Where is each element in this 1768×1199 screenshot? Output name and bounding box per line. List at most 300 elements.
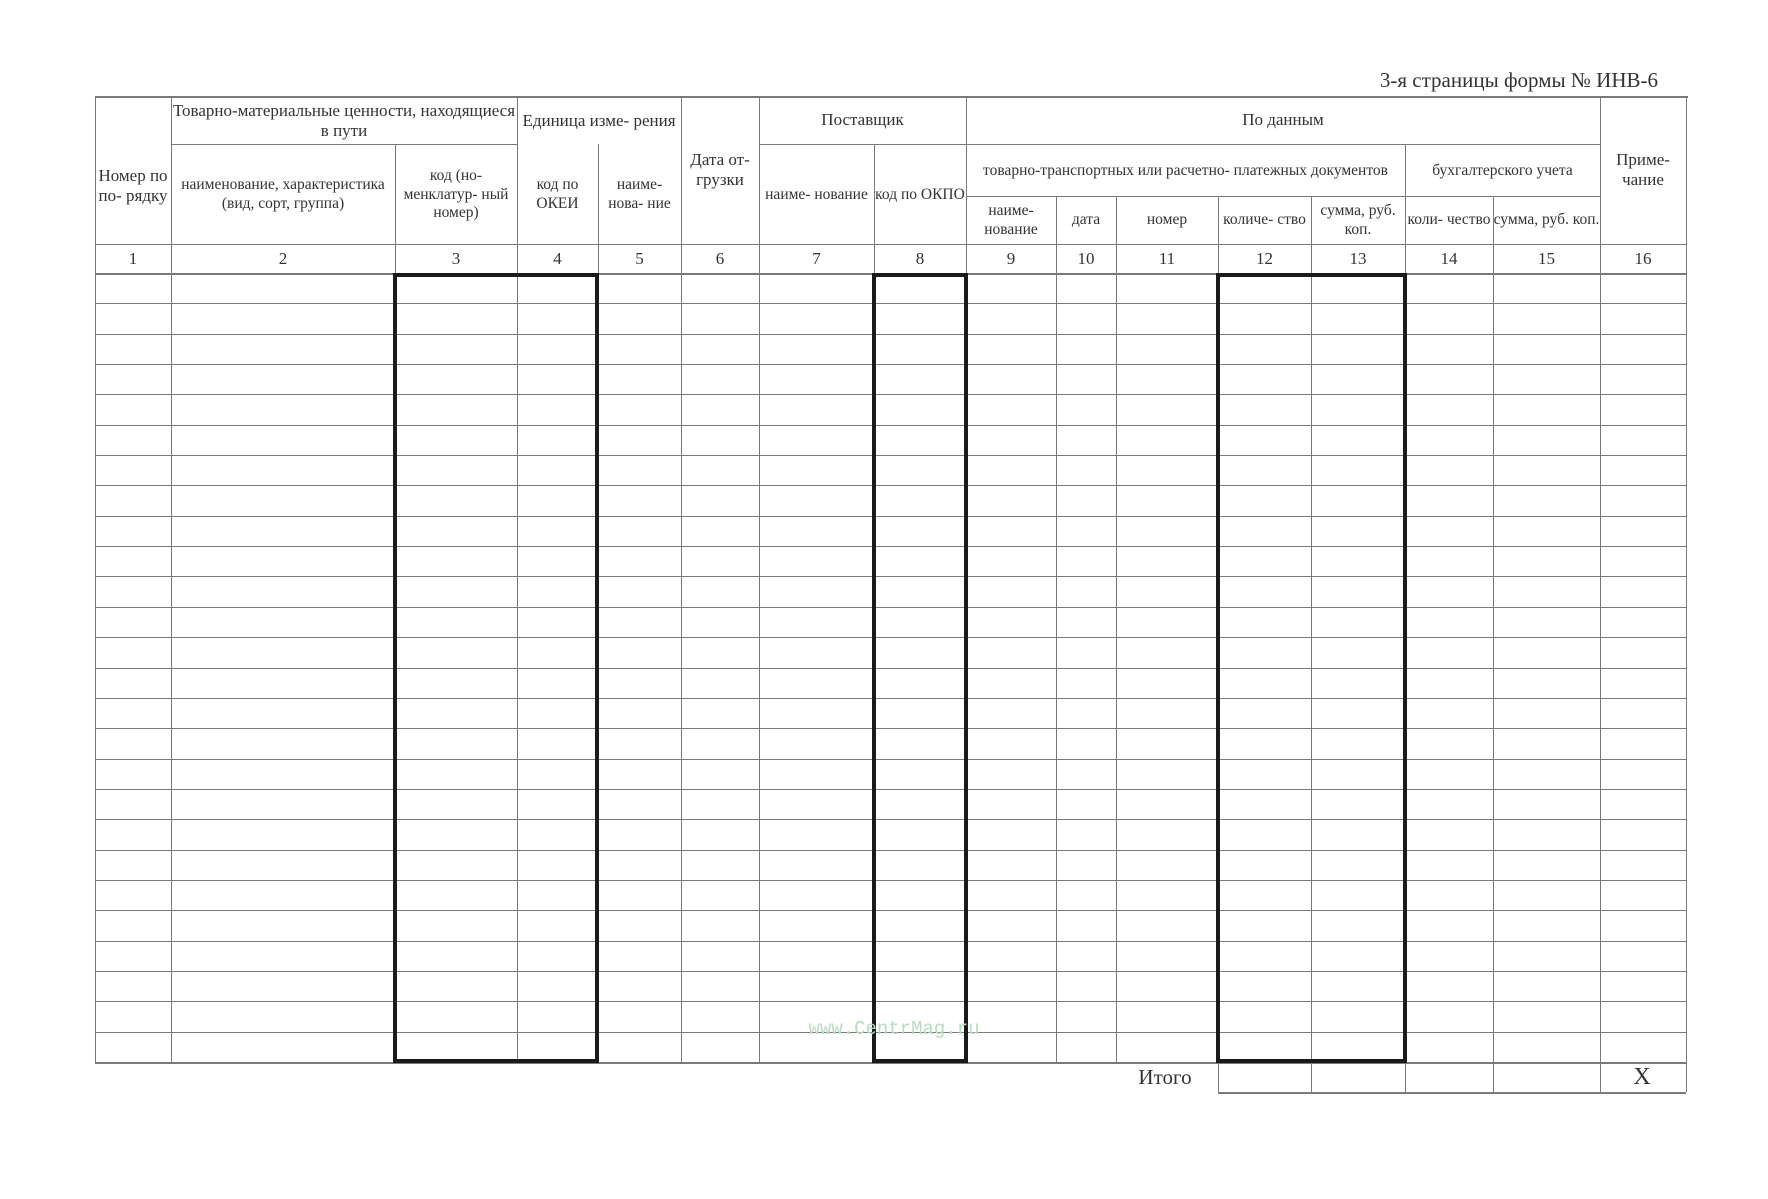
table-cell-col-9[interactable] [966,425,1056,455]
table-cell-col-1[interactable] [95,819,171,849]
table-cell-col-11[interactable] [1116,303,1218,333]
table-cell-col-5[interactable] [598,789,681,819]
table-cell-col-10[interactable] [1056,425,1116,455]
table-cell-col-5[interactable] [598,941,681,971]
table-cell-col-7[interactable] [759,425,874,455]
table-cell-col-11[interactable] [1116,971,1218,1001]
table-cell-col-6[interactable] [681,1001,759,1031]
table-cell-col-2[interactable] [171,789,395,819]
table-cell-col-10[interactable] [1056,334,1116,364]
table-cell-col-14[interactable] [1405,455,1493,485]
table-cell-col-5[interactable] [598,637,681,667]
highlight-block-cols-3-4 [393,273,599,1063]
table-cell-col-7[interactable] [759,759,874,789]
table-cell-col-15[interactable] [1493,455,1600,485]
table-cell-col-1[interactable] [95,850,171,880]
table-cell-col-1[interactable] [95,637,171,667]
table-cell-col-1[interactable] [95,334,171,364]
highlight-block-col-8 [872,273,968,1063]
table-cell-col-15[interactable] [1493,273,1600,303]
table-cell-col-6[interactable] [681,759,759,789]
table-cell-col-7[interactable] [759,546,874,576]
table-cell-col-1[interactable] [95,759,171,789]
table-cell-col-1[interactable] [95,546,171,576]
table-cell-col-14[interactable] [1405,668,1493,698]
table-cell-col-16[interactable] [1600,485,1686,515]
table-cell-col-16[interactable] [1600,698,1686,728]
table-cell-col-11[interactable] [1116,789,1218,819]
table-cell-col-16[interactable] [1600,728,1686,758]
table-cell-col-9[interactable] [966,303,1056,333]
table-cell-col-16[interactable] [1600,637,1686,667]
table-cell-col-9[interactable] [966,334,1056,364]
table-cell-col-2[interactable] [171,728,395,758]
table-cell-col-10[interactable] [1056,576,1116,606]
table-cell-col-14[interactable] [1405,698,1493,728]
table-cell-col-5[interactable] [598,273,681,303]
table-cell-col-15[interactable] [1493,303,1600,333]
table-cell-col-2[interactable] [171,455,395,485]
table-cell-col-7[interactable] [759,334,874,364]
table-cell-col-1[interactable] [95,394,171,424]
table-cell-col-7[interactable] [759,819,874,849]
table-cell-col-14[interactable] [1405,789,1493,819]
table-cell-col-1[interactable] [95,576,171,606]
table-cell-col-14[interactable] [1405,546,1493,576]
table-cell-col-16[interactable] [1600,1032,1686,1062]
table-cell-col-1[interactable] [95,364,171,394]
table-cell-col-15[interactable] [1493,880,1600,910]
table-cell-col-14[interactable] [1405,425,1493,455]
table-cell-col-5[interactable] [598,819,681,849]
table-cell-col-1[interactable] [95,941,171,971]
table-cell-col-6[interactable] [681,728,759,758]
table-cell-col-10[interactable] [1056,637,1116,667]
table-cell-col-2[interactable] [171,668,395,698]
header-according-to-data: По данным [1242,109,1324,129]
table-cell-col-6[interactable] [681,546,759,576]
table-cell-col-2[interactable] [171,364,395,394]
table-cell-col-5[interactable] [598,971,681,1001]
table-cell-col-16[interactable] [1600,850,1686,880]
table-cell-col-11[interactable] [1116,941,1218,971]
column-number-3: 3 [451,248,461,268]
table-cell-col-16[interactable] [1600,910,1686,940]
table-cell-col-2[interactable] [171,880,395,910]
table-cell-col-15[interactable] [1493,941,1600,971]
table-cell-col-16[interactable] [1600,303,1686,333]
table-cell-col-1[interactable] [95,303,171,333]
table-cell-col-1[interactable] [95,1032,171,1062]
table-cell-col-16[interactable] [1600,394,1686,424]
table-cell-col-14[interactable] [1405,819,1493,849]
table-cell-col-10[interactable] [1056,455,1116,485]
column-number-2: 2 [278,248,288,268]
table-cell-col-1[interactable] [95,425,171,455]
table-cell-col-14[interactable] [1405,637,1493,667]
table-cell-col-6[interactable] [681,789,759,819]
table-cell-col-6[interactable] [681,668,759,698]
table-cell-col-10[interactable] [1056,910,1116,940]
total-sum-acct-cell[interactable] [1493,1062,1600,1092]
table-cell-col-16[interactable] [1600,364,1686,394]
table-cell-col-6[interactable] [681,334,759,364]
table-cell-col-10[interactable] [1056,880,1116,910]
table-cell-col-11[interactable] [1116,637,1218,667]
table-cell-col-15[interactable] [1493,1001,1600,1031]
table-cell-col-15[interactable] [1493,728,1600,758]
table-cell-col-9[interactable] [966,850,1056,880]
table-cell-col-14[interactable] [1405,394,1493,424]
table-cell-col-9[interactable] [966,455,1056,485]
table-cell-col-5[interactable] [598,455,681,485]
table-cell-col-14[interactable] [1405,971,1493,1001]
table-cell-col-6[interactable] [681,910,759,940]
table-cell-col-11[interactable] [1116,1001,1218,1031]
table-cell-col-11[interactable] [1116,880,1218,910]
table-cell-col-9[interactable] [966,546,1056,576]
table-cell-col-6[interactable] [681,394,759,424]
table-cell-col-7[interactable] [759,273,874,303]
header-acct-quantity: коли- чество [1407,211,1491,229]
table-cell-col-5[interactable] [598,1032,681,1062]
table-cell-col-5[interactable] [598,850,681,880]
table-cell-col-14[interactable] [1405,485,1493,515]
table-cell-col-11[interactable] [1116,910,1218,940]
table-cell-col-5[interactable] [598,607,681,637]
table-cell-col-16[interactable] [1600,576,1686,606]
table-cell-col-2[interactable] [171,516,395,546]
table-cell-col-15[interactable] [1493,698,1600,728]
table-cell-col-5[interactable] [598,1001,681,1031]
table-cell-col-2[interactable] [171,698,395,728]
table-cell-col-9[interactable] [966,364,1056,394]
table-cell-col-5[interactable] [598,516,681,546]
table-cell-col-5[interactable] [598,485,681,515]
table-cell-col-15[interactable] [1493,334,1600,364]
table-cell-col-7[interactable] [759,850,874,880]
table-cell-col-7[interactable] [759,971,874,1001]
table-cell-col-10[interactable] [1056,516,1116,546]
table-cell-col-16[interactable] [1600,425,1686,455]
table-cell-col-16[interactable] [1600,516,1686,546]
table-cell-col-16[interactable] [1600,668,1686,698]
table-cell-col-11[interactable] [1116,546,1218,576]
column-number-14: 14 [1440,248,1458,268]
table-cell-col-9[interactable] [966,607,1056,637]
table-cell-col-10[interactable] [1056,1032,1116,1062]
table-cell-col-11[interactable] [1116,698,1218,728]
table-cell-col-2[interactable] [171,273,395,303]
table-cell-col-9[interactable] [966,273,1056,303]
table-cell-col-2[interactable] [171,607,395,637]
table-cell-col-6[interactable] [681,303,759,333]
table-cell-col-14[interactable] [1405,334,1493,364]
table-cell-col-1[interactable] [95,455,171,485]
table-cell-col-11[interactable] [1116,516,1218,546]
table-cell-col-14[interactable] [1405,850,1493,880]
table-cell-col-14[interactable] [1405,910,1493,940]
table-cell-col-10[interactable] [1056,819,1116,849]
table-cell-col-2[interactable] [171,910,395,940]
table-cell-col-2[interactable] [171,971,395,1001]
table-cell-col-11[interactable] [1116,334,1218,364]
table-cell-col-2[interactable] [171,485,395,515]
table-cell-col-16[interactable] [1600,546,1686,576]
total-note-mark: Х [1633,1063,1651,1090]
table-cell-col-9[interactable] [966,971,1056,1001]
table-cell-col-1[interactable] [95,485,171,515]
table-cell-col-6[interactable] [681,455,759,485]
table-cell-col-16[interactable] [1600,819,1686,849]
table-cell-col-16[interactable] [1600,273,1686,303]
table-cell-col-1[interactable] [95,971,171,1001]
table-cell-col-9[interactable] [966,516,1056,546]
table-cell-col-14[interactable] [1405,303,1493,333]
table-cell-col-14[interactable] [1405,364,1493,394]
table-cell-col-1[interactable] [95,880,171,910]
table-cell-col-6[interactable] [681,576,759,606]
table-cell-col-5[interactable] [598,668,681,698]
table-cell-col-2[interactable] [171,303,395,333]
table-cell-col-16[interactable] [1600,971,1686,1001]
table-cell-col-10[interactable] [1056,728,1116,758]
header-doc-name: наиме- нование [984,201,1038,238]
table-cell-col-2[interactable] [171,850,395,880]
table-cell-col-16[interactable] [1600,455,1686,485]
table-cell-col-14[interactable] [1405,1001,1493,1031]
table-cell-col-15[interactable] [1493,546,1600,576]
table-cell-col-10[interactable] [1056,1001,1116,1031]
table-cell-col-2[interactable] [171,425,395,455]
table-cell-col-11[interactable] [1116,485,1218,515]
table-cell-col-14[interactable] [1405,759,1493,789]
table-cell-col-16[interactable] [1600,607,1686,637]
table-cell-col-2[interactable] [171,576,395,606]
table-cell-col-10[interactable] [1056,607,1116,637]
table-cell-col-5[interactable] [598,334,681,364]
table-cell-col-9[interactable] [966,485,1056,515]
table-cell-col-10[interactable] [1056,364,1116,394]
table-cell-col-10[interactable] [1056,698,1116,728]
total-quantity-docs-cell[interactable] [1218,1062,1311,1092]
header-shipping-documents: товарно-транспортных или расчетно- платежных документов [983,161,1388,179]
table-cell-col-5[interactable] [598,303,681,333]
table-cell-col-11[interactable] [1116,1032,1218,1062]
table-cell-col-11[interactable] [1116,728,1218,758]
table-cell-col-14[interactable] [1405,516,1493,546]
table-cell-col-5[interactable] [598,576,681,606]
table-cell-col-7[interactable] [759,455,874,485]
table-cell-col-6[interactable] [681,516,759,546]
table-cell-col-6[interactable] [681,880,759,910]
table-cell-col-6[interactable] [681,819,759,849]
table-cell-col-6[interactable] [681,273,759,303]
table-cell-col-10[interactable] [1056,941,1116,971]
table-cell-col-11[interactable] [1116,455,1218,485]
table-cell-col-6[interactable] [681,698,759,728]
table-cell-col-15[interactable] [1493,364,1600,394]
table-cell-col-2[interactable] [171,1032,395,1062]
table-cell-col-7[interactable] [759,516,874,546]
table-cell-col-11[interactable] [1116,394,1218,424]
table-cell-col-7[interactable] [759,485,874,515]
table-cell-col-6[interactable] [681,941,759,971]
table-cell-col-15[interactable] [1493,1032,1600,1062]
table-cell-col-10[interactable] [1056,759,1116,789]
table-cell-col-7[interactable] [759,576,874,606]
table-cell-col-15[interactable] [1493,425,1600,455]
table-cell-col-6[interactable] [681,607,759,637]
table-cell-col-15[interactable] [1493,394,1600,424]
table-cell-col-1[interactable] [95,668,171,698]
table-cell-col-15[interactable] [1493,819,1600,849]
table-cell-col-5[interactable] [598,728,681,758]
table-cell-col-15[interactable] [1493,668,1600,698]
table-cell-col-10[interactable] [1056,789,1116,819]
table-cell-col-14[interactable] [1405,1032,1493,1062]
table-cell-col-2[interactable] [171,394,395,424]
table-cell-col-15[interactable] [1493,971,1600,1001]
table-cell-col-2[interactable] [171,941,395,971]
table-cell-col-2[interactable] [171,759,395,789]
table-cell-col-14[interactable] [1405,880,1493,910]
table-cell-col-6[interactable] [681,425,759,455]
table-cell-col-10[interactable] [1056,485,1116,515]
table-cell-col-9[interactable] [966,394,1056,424]
table-cell-col-10[interactable] [1056,394,1116,424]
table-cell-col-7[interactable] [759,303,874,333]
table-cell-col-1[interactable] [95,789,171,819]
table-cell-col-9[interactable] [966,910,1056,940]
table-cell-col-6[interactable] [681,850,759,880]
table-cell-col-11[interactable] [1116,425,1218,455]
table-cell-col-7[interactable] [759,698,874,728]
table-cell-col-6[interactable] [681,364,759,394]
table-cell-col-2[interactable] [171,334,395,364]
table-cell-col-2[interactable] [171,637,395,667]
table-cell-col-7[interactable] [759,789,874,819]
table-cell-col-5[interactable] [598,880,681,910]
table-cell-col-1[interactable] [95,1001,171,1031]
table-cell-col-5[interactable] [598,698,681,728]
table-cell-col-14[interactable] [1405,941,1493,971]
table-cell-col-11[interactable] [1116,273,1218,303]
total-quantity-acct-cell[interactable] [1405,1062,1493,1092]
table-cell-col-9[interactable] [966,668,1056,698]
table-cell-col-15[interactable] [1493,576,1600,606]
table-cell-col-16[interactable] [1600,880,1686,910]
table-cell-col-15[interactable] [1493,789,1600,819]
table-cell-col-2[interactable] [171,819,395,849]
table-cell-col-11[interactable] [1116,607,1218,637]
header-okpo-code: код по ОКПО [875,185,965,203]
table-cell-col-7[interactable] [759,607,874,637]
table-cell-col-7[interactable] [759,668,874,698]
table-cell-col-5[interactable] [598,394,681,424]
table-cell-col-16[interactable] [1600,1001,1686,1031]
table-cell-col-7[interactable] [759,728,874,758]
table-cell-col-14[interactable] [1405,576,1493,606]
table-cell-col-15[interactable] [1493,607,1600,637]
table-cell-col-1[interactable] [95,728,171,758]
table-cell-col-6[interactable] [681,485,759,515]
table-cell-col-11[interactable] [1116,364,1218,394]
table-cell-col-6[interactable] [681,1032,759,1062]
table-cell-col-5[interactable] [598,759,681,789]
table-cell-col-9[interactable] [966,880,1056,910]
table-cell-col-11[interactable] [1116,759,1218,789]
table-cell-col-7[interactable] [759,364,874,394]
table-cell-col-11[interactable] [1116,819,1218,849]
table-cell-col-15[interactable] [1493,910,1600,940]
table-cell-col-11[interactable] [1116,850,1218,880]
table-cell-col-11[interactable] [1116,668,1218,698]
table-cell-col-1[interactable] [95,698,171,728]
table-cell-col-15[interactable] [1493,637,1600,667]
total-sum-docs-cell[interactable] [1311,1062,1405,1092]
table-cell-col-2[interactable] [171,546,395,576]
table-cell-col-7[interactable] [759,394,874,424]
table-cell-col-10[interactable] [1056,303,1116,333]
header-supplier: Поставщик [821,109,904,129]
table-cell-col-15[interactable] [1493,850,1600,880]
table-cell-col-14[interactable] [1405,273,1493,303]
table-cell-col-6[interactable] [681,971,759,1001]
table-cell-col-9[interactable] [966,789,1056,819]
table-cell-col-9[interactable] [966,698,1056,728]
table-cell-col-9[interactable] [966,941,1056,971]
table-cell-col-14[interactable] [1405,728,1493,758]
table-cell-col-1[interactable] [95,516,171,546]
table-cell-col-5[interactable] [598,546,681,576]
table-cell-col-16[interactable] [1600,334,1686,364]
table-cell-col-10[interactable] [1056,546,1116,576]
table-cell-col-5[interactable] [598,364,681,394]
table-cell-col-9[interactable] [966,819,1056,849]
table-cell-col-14[interactable] [1405,607,1493,637]
table-cell-col-10[interactable] [1056,273,1116,303]
table-cell-col-2[interactable] [171,1001,395,1031]
table-cell-col-7[interactable] [759,637,874,667]
table-cell-col-10[interactable] [1056,850,1116,880]
table-cell-col-9[interactable] [966,728,1056,758]
table-cell-col-10[interactable] [1056,971,1116,1001]
table-cell-col-15[interactable] [1493,485,1600,515]
table-cell-col-15[interactable] [1493,516,1600,546]
table-cell-col-16[interactable] [1600,759,1686,789]
table-cell-col-11[interactable] [1116,576,1218,606]
table-cell-col-15[interactable] [1493,759,1600,789]
table-cell-col-9[interactable] [966,759,1056,789]
table-cell-col-10[interactable] [1056,668,1116,698]
table-cell-col-9[interactable] [966,637,1056,667]
table-cell-col-9[interactable] [966,576,1056,606]
table-cell-col-5[interactable] [598,425,681,455]
header-unit-of-measure: Единица изме- рения [522,110,676,130]
table-cell-col-5[interactable] [598,910,681,940]
table-cell-col-16[interactable] [1600,789,1686,819]
table-cell-col-16[interactable] [1600,941,1686,971]
table-cell-col-7[interactable] [759,941,874,971]
table-cell-col-7[interactable] [759,880,874,910]
table-cell-col-1[interactable] [95,910,171,940]
table-cell-col-1[interactable] [95,607,171,637]
table-cell-col-7[interactable] [759,910,874,940]
total-row-bottom-line [1218,1092,1686,1094]
table-cell-col-1[interactable] [95,273,171,303]
table-cell-col-6[interactable] [681,637,759,667]
